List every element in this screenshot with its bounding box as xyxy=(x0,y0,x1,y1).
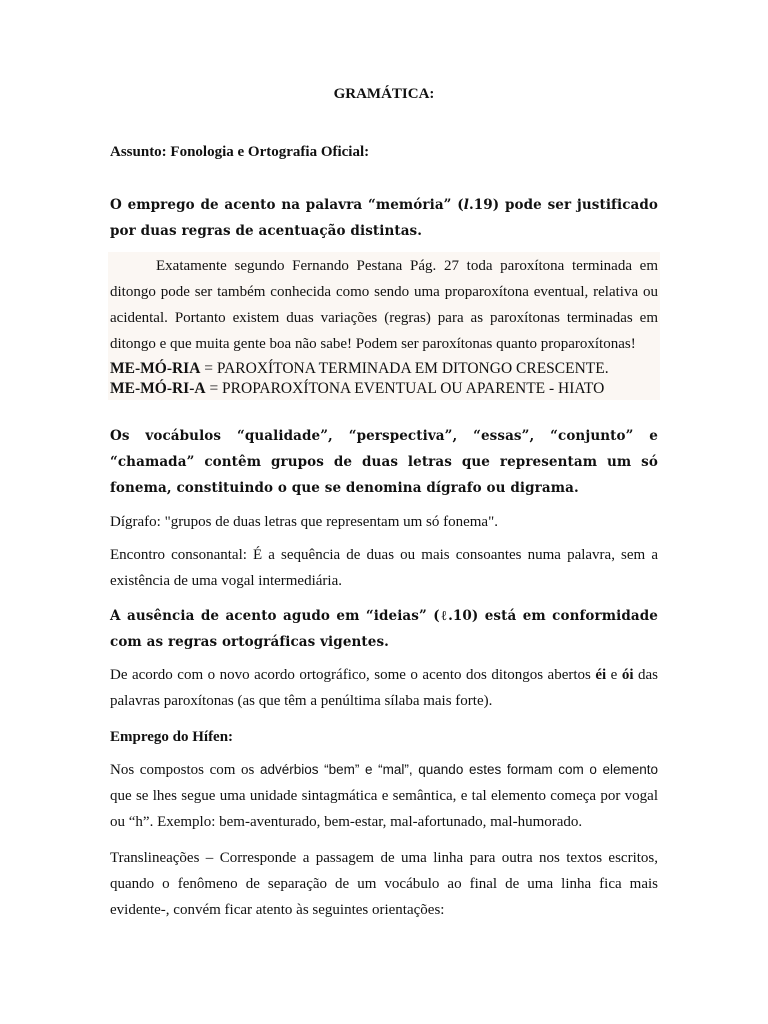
acordo-text-b: das palavras paroxítonas (as que têm a penúltima sílaba mais forte). xyxy=(110,667,659,709)
page-title: GRAMÁTICA: xyxy=(333,86,435,102)
memoria-rule-1-word: ME-MÓ-RIA xyxy=(110,360,201,377)
explanation-paragraph: Exatamente segundo Fernando Pestana Pág. 27 toda paroxítona terminada em ditongo pode ser também conhecida como sendo uma proparoxítona eventual, relativa ou acidental. Portanto existem duas variações (regras) para as paroxítonas terminadas em ditongo e que muita gente boa não sabe! Podem ser paroxítonas quanto proparoxítonas! xyxy=(110,258,658,352)
hifen-text-a: Nos compostos com os xyxy=(110,762,260,778)
hifen-text-b: advérbios “bem” e “mal”, quando estes formam com o elemento xyxy=(260,762,659,777)
memoria-rule-1 xyxy=(110,359,609,379)
memoria-rule-2-word: ME-MÓ-RI-A xyxy=(110,380,206,397)
question-1 xyxy=(110,192,658,244)
hifen-paragraph xyxy=(110,757,658,835)
hifen-heading: Emprego do Hífen: xyxy=(110,729,234,745)
question-3-text-b: .10) está em conformidade com as regras ortográficas vigentes. xyxy=(110,608,658,650)
acordo-ortografico-paragraph xyxy=(110,662,658,714)
question-3-text-a: A ausência de acento agudo em “ideias” ( xyxy=(110,608,440,624)
ditongo-oi: ói xyxy=(621,667,634,683)
translineacoes-paragraph: Translineações – Corresponde a passagem de uma linha para outra nos textos escritos, quando o fenômeno de separação de um vocábulo ao final de uma linha fica mais evidente-, convém ficar atento às seguintes orientações: xyxy=(110,850,658,918)
question-1-text-a: O emprego de acento na palavra “memória” ( xyxy=(110,197,464,213)
hifen-text-c: que se lhes segue uma unidade sintagmática e semântica, e tal elemento começa por vogal ou “h”. Exemplo: bem-aventurado, bem-estar, mal-afortunado, mal-humorado. xyxy=(110,788,658,830)
question-2: Os vocábulos “qualidade”, “perspectiva”, “essas”, “conjunto” e “chamada” contêm grupos de duas letras que representam um só fonema, constituindo o que se denomina dígrafo ou digrama. xyxy=(110,428,658,496)
line-symbol-2: ℓ xyxy=(439,608,449,624)
encontro-consonantal-definition: Encontro consonantal: É a sequência de duas ou mais consoantes numa palavra, sem a existência de uma vogal intermediária. xyxy=(110,547,658,589)
question-1-text-b: .19) pode ser justificado por duas regras de acentuação distintas. xyxy=(110,197,659,239)
digrafo-definition: Dígrafo: "grupos de duas letras que representam um só fonema". xyxy=(110,514,498,530)
question-3 xyxy=(110,603,658,655)
acordo-text-e: e xyxy=(606,667,622,683)
acordo-text-a: De acordo com o novo acordo ortográfico, some o acento dos ditongos abertos xyxy=(110,667,596,683)
memoria-rule-2 xyxy=(110,379,604,399)
ditongo-ei: éi xyxy=(595,667,607,683)
subject-heading: Assunto: Fonologia e Ortografia Oficial: xyxy=(110,144,370,160)
line-symbol: l xyxy=(463,197,469,213)
memoria-rule-1-text: = PAROXÍTONA TERMINADA EM DITONGO CRESCENTE. xyxy=(200,360,609,377)
memoria-rule-2-text: = PROPAROXÍTONA EVENTUAL OU APARENTE - HIATO xyxy=(205,380,605,397)
